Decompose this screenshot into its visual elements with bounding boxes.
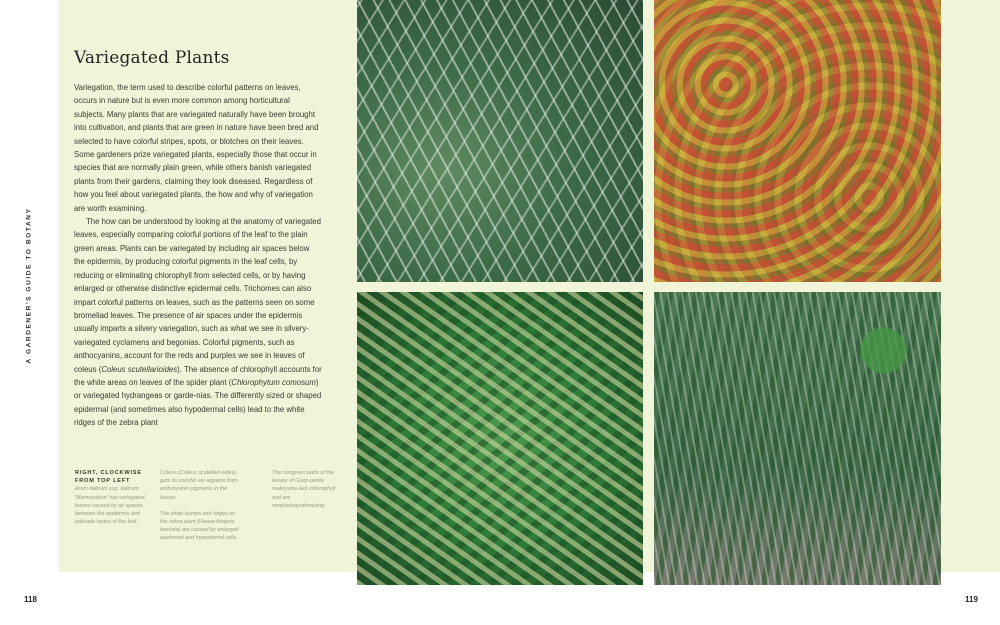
page-number-left: 118 bbox=[24, 595, 37, 604]
running-head bbox=[22, 200, 36, 370]
running-head-text: A GARDENER'S GUIDE TO BOTANY bbox=[25, 206, 33, 364]
page-title: Variegated Plants bbox=[74, 48, 230, 68]
caption-coleus: Coleus (Coleus scutellari-oides) gets its colorful var-iegation from anthocyanin pigments in the leaves. bbox=[160, 470, 238, 501]
caption-1 bbox=[75, 469, 155, 526]
paragraph-2-text-c: ) or variegated hydrangeas or garde-nias. The differently sized or shaped epidermal (and sometimes also hypodermal cells) lead to the white ridges of the zebra plant bbox=[74, 377, 322, 428]
caption-heading: RIGHT, CLOCKWISE FROM TOP LEFT bbox=[75, 470, 142, 485]
caption-column-2 bbox=[160, 469, 240, 543]
caption-goeppertia: The nongreen parts of the leaves of Goep-pertia makoyana lack chlorophyll and are nonphotosynthesizing. bbox=[272, 470, 336, 509]
paragraph-2-text-b: ). The absence of chlorophyll accounts for the white areas on leaves of the spider plant ( bbox=[74, 364, 322, 387]
paragraph-2-text-a: The how can be understood by looking at the anatomy of variegated leaves, especially comparing colorful portions of the leaf to the plain green areas. Plants can be variegated by including air spaces below the epidermis, by producing colorful pigments in the leaf cells, by reducing or eliminating chlorophyll from selected cells, or by having enlarged or otherwise distinctive epidermal cells. Trichomes can also impart colorful patterns on leaves, such as the patterns seen on some bromeliad leaves. The presence of air spaces under the epidermis usually imparts a silvery variegation, such as what we see in silvery-variegated cyclamens and begonias. Colorful pigments, such as anthocyanins, account for the reds and purples we see in leaves of coleus ( bbox=[74, 217, 321, 374]
body-text bbox=[74, 81, 322, 430]
photo-coleus bbox=[654, 0, 941, 282]
page-number-right: 119 bbox=[965, 595, 978, 604]
caption-arum: Arum italicum ssp. italicum 'Marmoratum' has variegated leaves caused by air spaces between the epidermis and palisade layers of the leaf. bbox=[75, 486, 145, 526]
paragraph-1: Variegation, the term used to describe colorful patterns on leaves, occurs in nature but is even more common among horticultural subjects. Many plants that are variegated naturally have been brought into cultivation, and plants that are green in nature have been bred and selected to have colorful stripes, spots, or blotches on their leaves. Some gardeners prize variegated plants, especially those that occur in species that are normally plain green, while others banish variegated plants from their gardens, claiming they look diseased. Regardless of how you feel about variegated plants, the how and why of variegation are worth examining. bbox=[74, 83, 319, 213]
photo-goeppertia-makoyana bbox=[357, 292, 643, 585]
species-name-coleus: Coleus scutellarioides bbox=[101, 364, 178, 374]
caption-zebra-plant: The white bumps and ridges on the zebra plant (Hawor-thiopsis fasciata) are caused by enlarged epidermal and hypodermal cells. bbox=[160, 510, 239, 542]
paragraph-2 bbox=[74, 215, 322, 430]
photo-zebra-plant bbox=[654, 292, 941, 585]
species-name-chlorophytum: Chlorophytum comosum bbox=[231, 377, 316, 387]
photo-arum-italicum bbox=[357, 0, 643, 282]
